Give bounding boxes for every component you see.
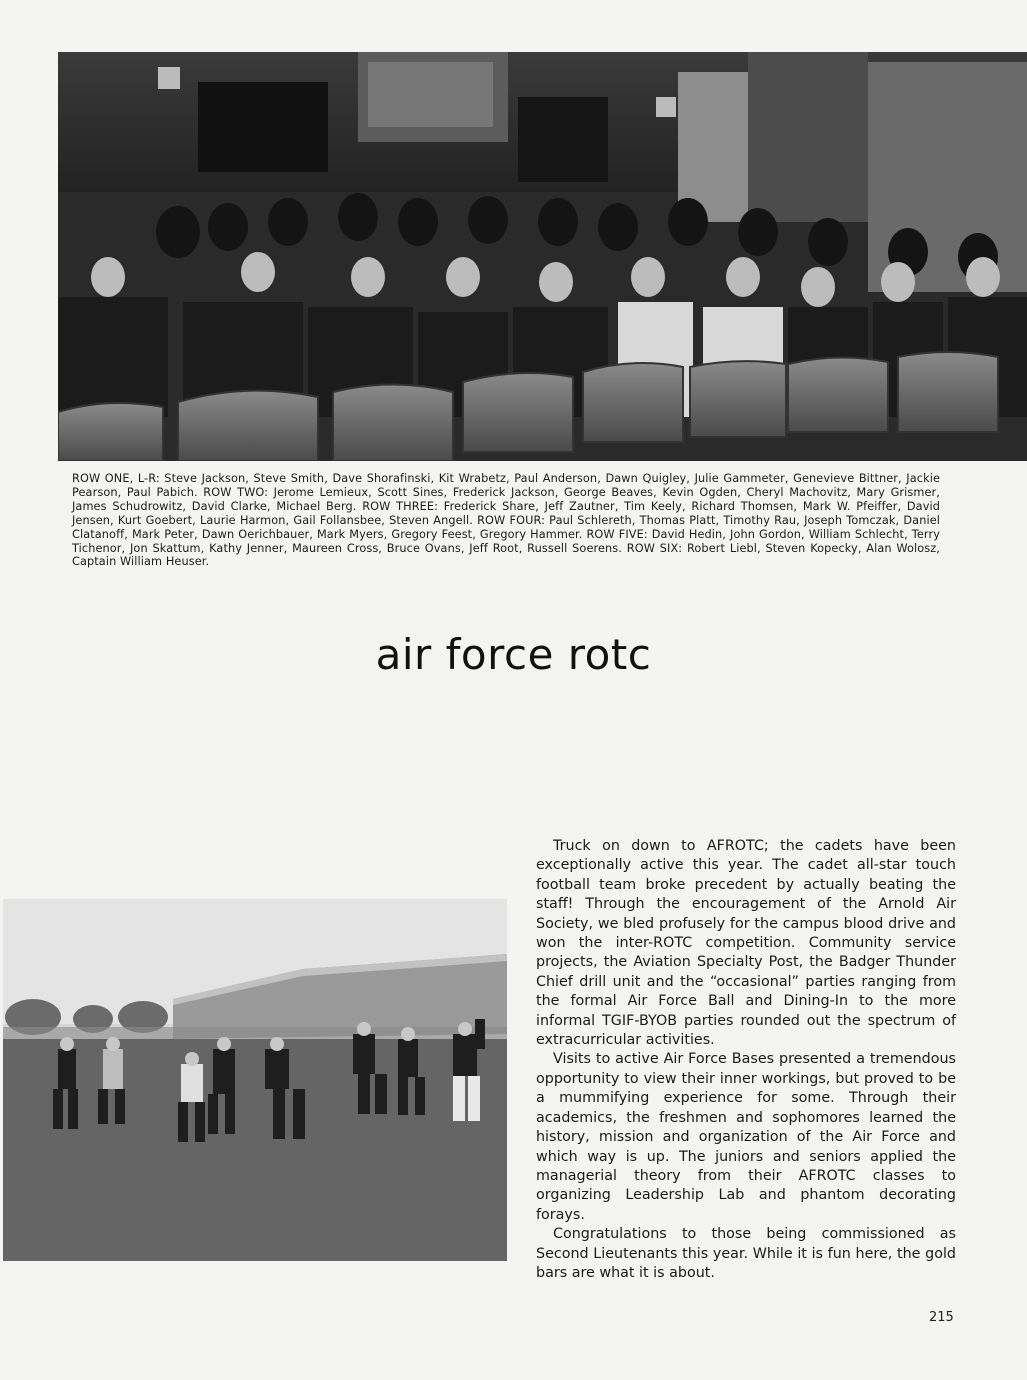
page-title: air force rotc	[375, 630, 652, 679]
group-photo	[58, 52, 1027, 461]
page-number: 215	[929, 1310, 954, 1325]
body-paragraph-1: Truck on down to AFROTC; the cadets have been exceptionally active this year. The cadet all-star touch football team broke precedent by actually beating the staff! Through the encouragement of the Arnold Air Society, we bled profusely for the campus blood drive and won the inter-ROTC competition. Community service projects, the Aviation Specialty Post, the Badger Thunder Chief drill unit and the “occasional” parties ranging from the formal Air Force Ball and Dining-In to the more informal TGIF-BYOB parties rounded out the spectrum of extracurricular activities.	[536, 838, 956, 1049]
article-body	[536, 837, 956, 1283]
body-paragraph-3: Congratulations to those being commissioned as Second Lieutenants this year. While it is fun here, the gold bars are what it is about.	[536, 1226, 956, 1281]
body-paragraph-2: Visits to active Air Force Bases presented a tremendous opportunity to view their inner workings, but proved to be a mummifying experience for some. Through their academics, the freshmen and sophomores learned the history, mission and organization of the Air Force and which way is up. The juniors and seniors applied the managerial theory from their AFROTC classes to organizing Leadership Lab and phantom decorating forays.	[536, 1051, 956, 1223]
photo-caption: ROW ONE, L-R: Steve Jackson, Steve Smith, Dave Shorafinski, Kit Wrabetz, Paul Anderson, Dawn Quigley, Julie Gammeter, Genevieve Bittner, Jackie Pearson, Paul Pabich. ROW TWO: Jerome Lemieux, Scott Sines, Frederick Jackson, George Beaves, Kevin Ogden, Cheryl Machovitz, Mary Grismer, James Schudrowitz, David Clarke, Michael Berg. ROW THREE: Frederick Share, Jeff Zautner, Tim Keely, Richard Thomsen, Mark W. Pfeiffer, David Jensen, Kurt Goebert, Laurie Harmon, Gail Follansbee, Steven Angell. ROW FOUR: Paul Schlereth, Thomas Platt, Timothy Rau, Joseph Tomczak, Daniel Clatanoff, Mark Peter, Dawn Oerichbauer, Mark Myers, Gregory Feest, Gregory Hammer. ROW FIVE: David Hedin, John Gordon, William Schlecht, Terry Tichenor, Jon Skattum, Kathy Jenner, Maureen Cross, Bruce Ovans, Jeff Root, Russell Soerens. ROW SIX: Robert Liebl, Steven Kopecky, Alan Wolosz, Captain William Heuser.	[72, 472, 940, 569]
football-photo	[3, 899, 507, 1261]
